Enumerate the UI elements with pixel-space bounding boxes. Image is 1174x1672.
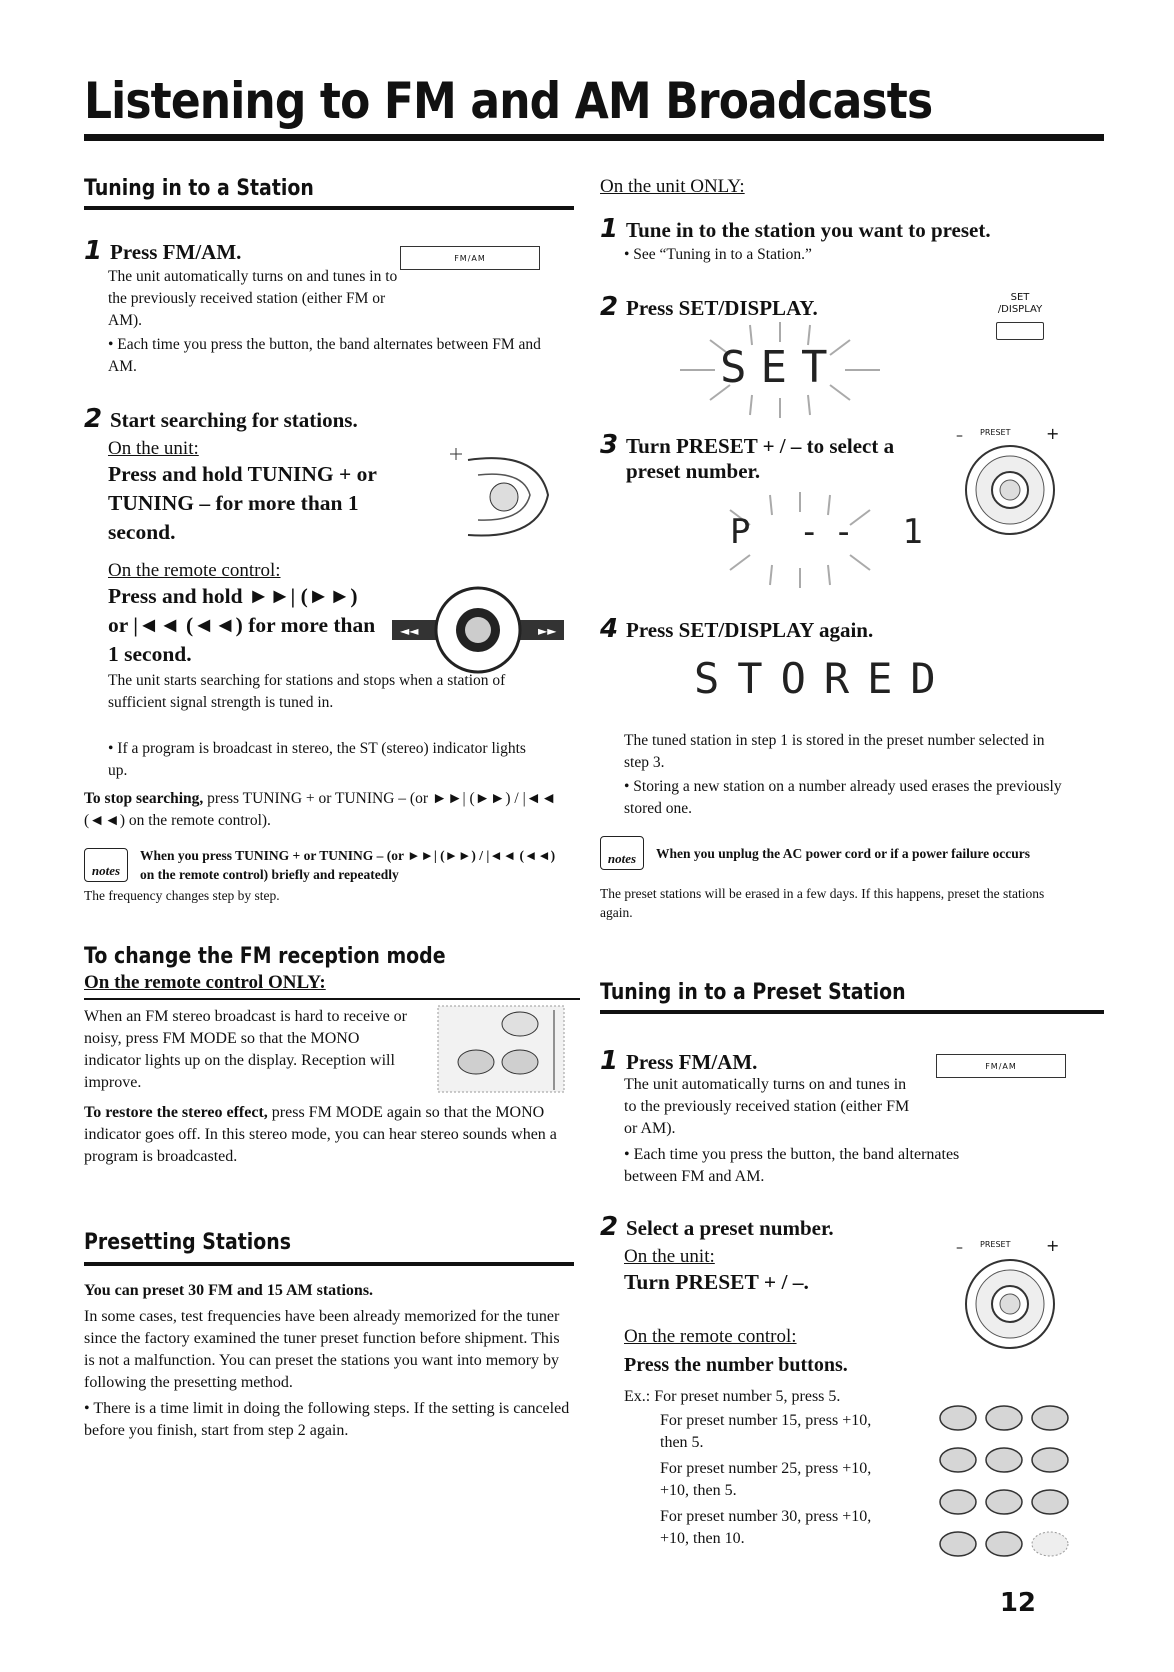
preset-station-step-1	[600, 1046, 757, 1076]
step-number: 1	[600, 1046, 619, 1076]
preset-dial-icon[interactable]	[960, 1254, 1060, 1354]
title-rule	[84, 134, 1104, 141]
tuning-knob-icon	[448, 440, 560, 550]
tuning-step-1	[84, 236, 241, 266]
on-remote-label: On the remote control:	[108, 560, 281, 581]
preset-label: PRESET	[980, 1240, 1011, 1249]
unit-only-sub: On the unit ONLY:	[600, 176, 745, 197]
presetting-heading: Presetting Stations	[84, 1230, 292, 1255]
power-note-body: The preset stations will be erased in a few days. If this happens, preset the stations again.	[600, 886, 1045, 920]
tuning-rule	[84, 206, 574, 210]
tuning-note-body: The frequency changes step by step.	[84, 888, 280, 903]
tuning-heading: Tuning in to a Station	[84, 176, 314, 201]
stop-bold: To stop searching,	[84, 790, 204, 807]
step-title: Press FM/AM.	[626, 1050, 758, 1074]
preset-plus-label: +	[1046, 1236, 1060, 1255]
preset-dial-icon[interactable]	[960, 440, 1060, 540]
presetting-body: In some cases, test frequencies have been already memorized for the tuner since the factory examined the tuner preset function before shipment. This is not a malfunction. You can preset the stations you want into memory by following the presetting method.	[84, 1308, 560, 1391]
fm-mode-remote-icon	[436, 1004, 566, 1094]
step-title: Press FM/AM.	[110, 240, 242, 264]
svg-text:►►: ►►	[538, 624, 557, 638]
stop-text: press TUNING + or TUNING – (or ►►| (►►) / |◄◄ (◄◄) on the remote control).	[84, 790, 557, 829]
stored-bullet: • Storing a new station on a number already used erases the previously stored one.	[624, 778, 1062, 817]
preset-step1-bullet: • See “Tuning in to a Station.”	[624, 246, 812, 263]
preset-step-4	[600, 614, 873, 644]
preset-plus-label: +	[1046, 424, 1060, 443]
search-body: The unit starts searching for stations and stops when a station of sufficient signal strength is tuned in.	[108, 672, 506, 711]
preset-station-body: The unit automatically turns on and tunes in to the previously received station (either FM or AM).	[624, 1076, 910, 1137]
step-number: 1	[84, 236, 103, 266]
fm-am-button[interactable]: FM/AM	[400, 246, 540, 270]
tuning-step1-body: The unit automatically turns on and tunes in to the previously received station (either FM or AM).	[108, 268, 398, 329]
lcd-set-display: SET	[720, 342, 842, 393]
example-1: Ex.: For preset number 5, press 5.	[624, 1388, 841, 1405]
tuning-note-title: When you press TUNING + or TUNING – (or ►►| (►►) / |◄◄ (◄◄) on the remote control) briefly and repeatedly	[140, 848, 556, 882]
step-title: Press SET/DISPLAY again.	[626, 618, 874, 642]
presetting-bullet: • There is a time limit in doing the following steps. If the setting is canceled before you finish, start from step 2 again.	[84, 1400, 570, 1439]
step-title: Start searching for stations.	[110, 408, 358, 432]
step-number: 2	[600, 1212, 619, 1242]
tuning-step1-bullet: • Each time you press the button, the band alternates between FM and AM.	[108, 336, 541, 375]
fm-mode-sub: On the remote control ONLY:	[84, 972, 326, 993]
search-bullet: • If a program is broadcast in stereo, the ST (stereo) indicator lights up.	[108, 740, 526, 779]
preset-station-step-2	[600, 1212, 834, 1242]
lcd-preset-display: P -- 1	[730, 512, 937, 552]
set-display-button[interactable]	[996, 322, 1044, 340]
preset-unit-instruction: Turn PRESET + / –.	[624, 1270, 809, 1294]
step-title: Press SET/DISPLAY.	[626, 296, 818, 320]
remote-skip-buttons-icon	[388, 580, 568, 680]
power-note-title: When you unplug the AC power cord or if a power failure occurs	[656, 846, 1031, 861]
fm-mode-body: When an FM stereo broadcast is hard to receive or noisy, press FM MODE so that the MONO indicator lights up on the display. Reception will improve.	[84, 1008, 407, 1091]
restore-bold: To restore the stereo effect,	[84, 1104, 268, 1121]
preset-on-unit-label: On the unit:	[624, 1246, 715, 1267]
remote-instruction: Press and hold ►►| (►►) or |◄◄ (◄◄) for more than 1 second.	[108, 584, 376, 666]
unit-instruction: Press and hold TUNING + or TUNING – for more than 1 second.	[108, 462, 377, 544]
preset-step-2	[600, 292, 818, 322]
preset-remote-instruction: Press the number buttons.	[624, 1354, 848, 1376]
step-number: 4	[600, 614, 619, 644]
example-3: For preset number 25, press +10, +10, then 5.	[660, 1460, 872, 1499]
step-title: Select a preset number.	[626, 1216, 834, 1240]
preset-station-bullet: • Each time you press the button, the band alternates between FM and AM.	[624, 1146, 960, 1185]
preset-label: PRESET	[980, 428, 1011, 437]
page-title: Listening to FM and AM Broadcasts	[84, 72, 933, 130]
fm-mode-heading: To change the FM reception mode	[84, 944, 446, 969]
presetting-bold-line: You can preset 30 FM and 15 AM stations.	[84, 1282, 374, 1299]
fm-mode-restore	[84, 1102, 574, 1168]
stop-searching	[84, 788, 564, 832]
set-display-label: SET /DISPLAY	[997, 292, 1043, 315]
step-number: 2	[600, 292, 619, 322]
step-title: Tune in to the station you want to preset.	[626, 218, 991, 242]
preset-minus-label: –	[956, 428, 963, 444]
example-2: For preset number 15, press +10, then 5.	[660, 1412, 872, 1451]
preset-minus-label: –	[956, 1240, 963, 1256]
lcd-stored-display: STORED	[694, 654, 954, 703]
presetting-rule	[84, 1262, 574, 1266]
step-number: 3	[600, 430, 619, 460]
step-number: 1	[600, 214, 619, 244]
on-unit-label: On the unit:	[108, 438, 199, 459]
note-icon: notes	[84, 848, 128, 882]
step-title: Turn PRESET + / – to select a preset number.	[626, 434, 895, 483]
number-buttons-icon	[934, 1400, 1084, 1570]
preset-station-heading: Tuning in to a Preset Station	[600, 980, 906, 1005]
preset-on-remote-label: On the remote control:	[624, 1326, 797, 1347]
example-4: For preset number 30, press +10, +10, then 10.	[660, 1508, 872, 1547]
note-icon: notes	[600, 836, 644, 870]
restore-text: press FM MODE again so that the MONO indicator goes off. In this stereo mode, you can hear stereo sounds when a program is broadcasted.	[84, 1104, 557, 1165]
stored-body: The tuned station in step 1 is stored in the preset number selected in step 3.	[624, 732, 1045, 771]
page-number: 12	[999, 1588, 1036, 1618]
fm-am-button[interactable]: FM/AM	[936, 1054, 1066, 1078]
preset-step-3	[600, 430, 926, 484]
step-number: 2	[84, 404, 103, 434]
svg-text:◄◄: ◄◄	[400, 624, 419, 638]
fm-mode-rule	[84, 998, 580, 1000]
tuning-step-2	[84, 404, 358, 434]
preset-station-rule	[600, 1010, 1104, 1014]
preset-step-1	[600, 214, 991, 244]
